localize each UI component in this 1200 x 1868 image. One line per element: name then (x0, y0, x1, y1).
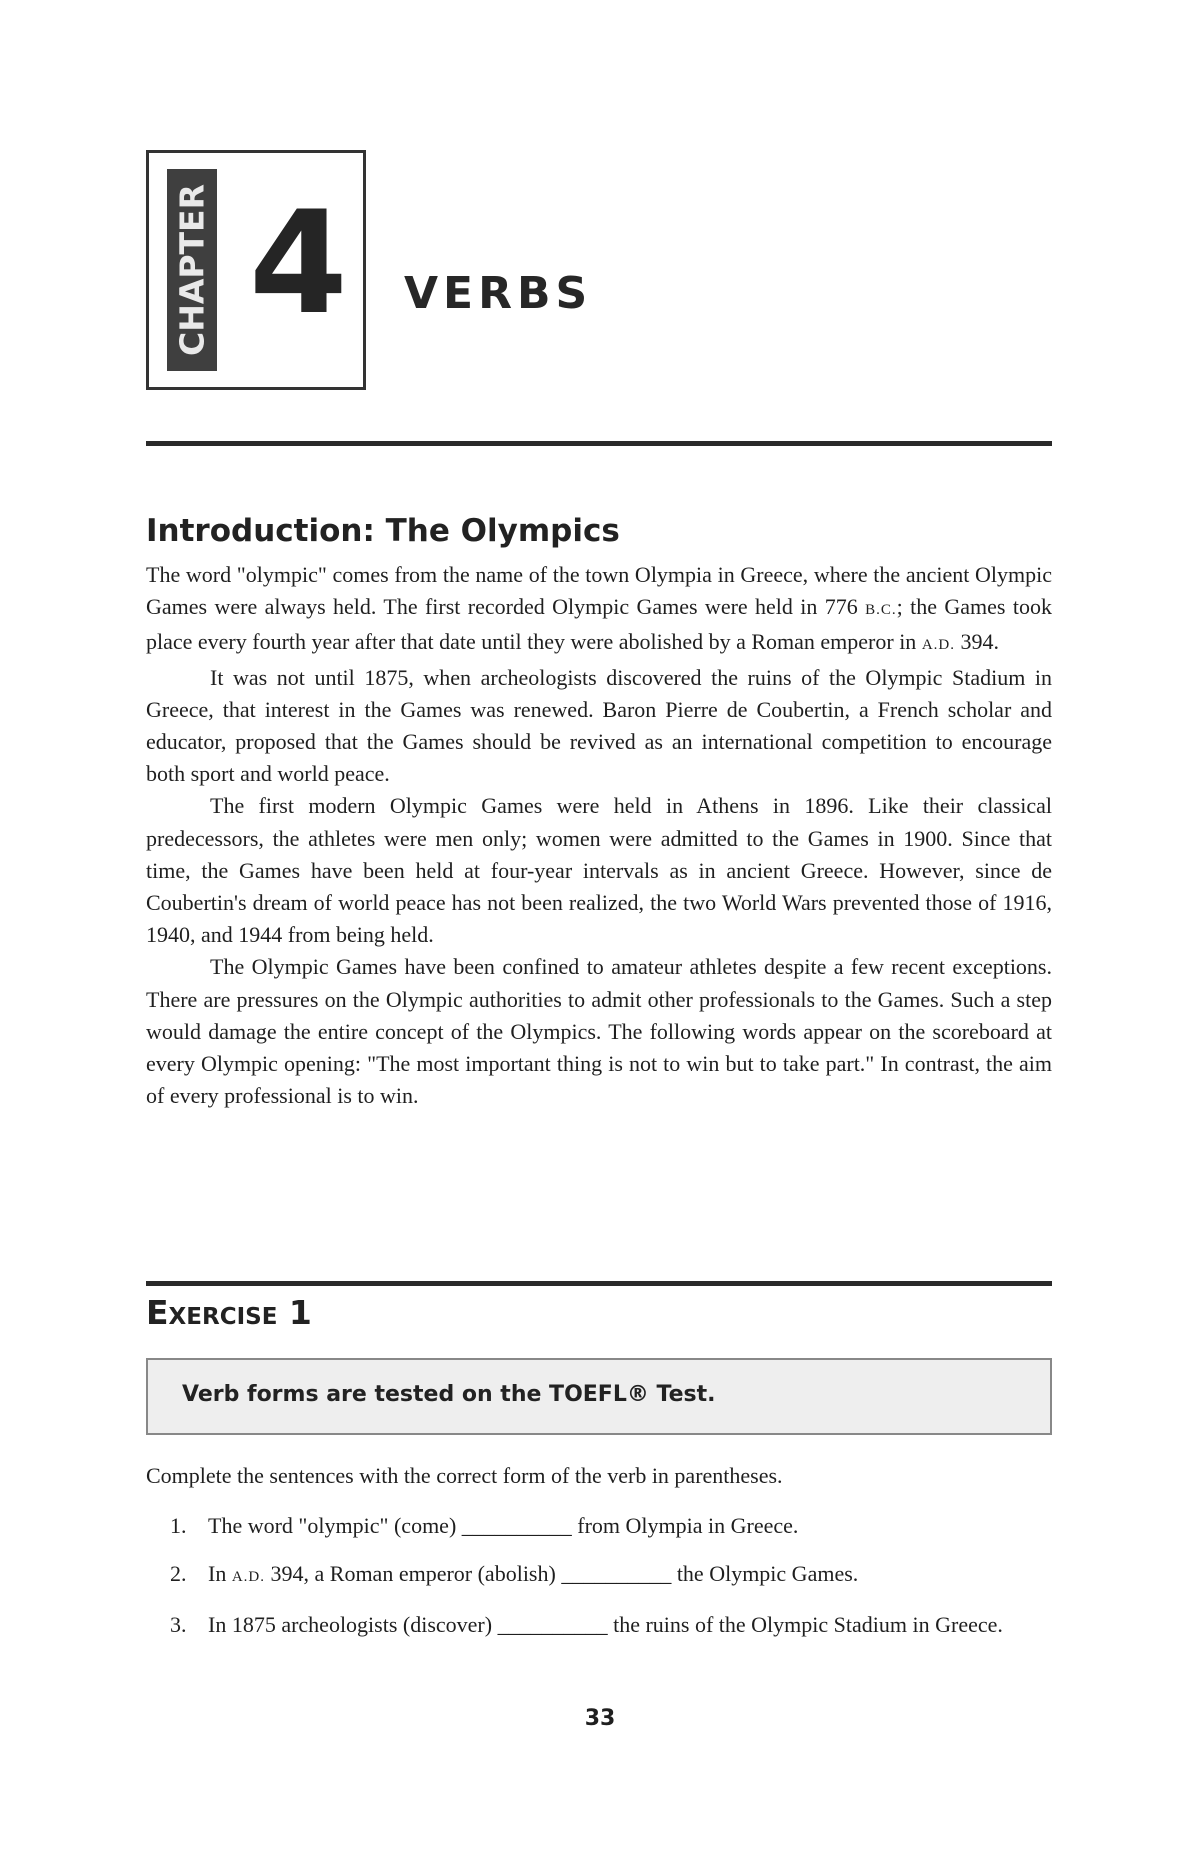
item-text-before: In 1875 archeologists (discover) (208, 1612, 498, 1637)
item-text-before: In (208, 1561, 232, 1586)
intro-paragraph-3: The first modern Olympic Games were held in Athens in 1896. Like their classical predecessors, the athletes were men only; women were admitted to the Games in 1900. Since that time, the Games have been held at four-year intervals as in ancient Greece. However, since de Coubertin's dream of world peace has not been realized, the two World Wars prevented those of 1916, 1940, and 1944 from being held. (146, 793, 1052, 948)
intro-body (146, 559, 1052, 1112)
item-text-before-2: 394, a Roman emperor (abolish) (265, 1561, 562, 1586)
page-number: 33 (584, 1706, 616, 1731)
exercise-item (146, 1609, 1052, 1641)
item-text-after: the Olympic Games. (671, 1561, 859, 1586)
intro-p1-text-3: 394. (954, 629, 999, 655)
era-ad: A.D. (921, 637, 955, 654)
exercise-item (146, 1510, 1052, 1542)
item-number: 2. (170, 1561, 187, 1586)
top-divider (146, 441, 1052, 446)
intro-paragraph-2: It was not until 1875, when archeologists discovered the ruins of the Olympic Stadium in Greece, that interest in the Games was renewed. Baron Pierre de Coubertin, a French scholar and educator, proposed that the Games should be revived as an international competition to encourage both sport and world peace. (146, 664, 1052, 787)
exercise-heading: Exercise 1 (146, 1293, 312, 1332)
intro-p1-text-2: ; the Games took place every fourth year after that date until they were abolished by a Roman emperor in (146, 594, 1052, 655)
answer-blank[interactable]: __________ (497, 1612, 608, 1637)
intro-heading: Introduction: The Olympics (146, 513, 620, 549)
intro-paragraph-1 (146, 559, 1052, 662)
item-text-after: the ruins of the Olympic Stadium in Greece. (607, 1612, 1003, 1637)
era-bc: B.C. (865, 602, 897, 619)
item-number: 1. (170, 1513, 187, 1538)
item-text-before: The word "olympic" (come) (208, 1513, 462, 1538)
chapter-label-band (167, 169, 217, 371)
era-ad: A.D. (231, 1569, 265, 1585)
chapter-number: 4 (249, 181, 348, 346)
callout-text: Verb forms are tested on the TOEFL® Test. (182, 1382, 716, 1407)
toefl-callout-box (146, 1358, 1052, 1435)
answer-blank[interactable]: __________ (561, 1561, 672, 1586)
item-text-after: from Olympia in Greece. (571, 1513, 799, 1538)
item-number: 3. (170, 1612, 187, 1637)
chapter-label: CHAPTER (172, 183, 212, 357)
intro-p1-text-1: The word "olympic" comes from the name of the town Olympia in Greece, where the ancient Olympic Games were always held. The first recorded Olympic Games were held in 776 (146, 562, 1052, 620)
exercise-divider (146, 1281, 1052, 1286)
answer-blank[interactable]: __________ (461, 1513, 572, 1538)
chapter-title: VERBS (404, 268, 593, 319)
exercise-instructions: Complete the sentences with the correct form of the verb in parentheses. (146, 1463, 783, 1488)
exercise-item (146, 1558, 1052, 1593)
chapter-badge (146, 150, 366, 390)
exercise-list (146, 1510, 1052, 1657)
intro-paragraph-4: The Olympic Games have been confined to amateur athletes despite a few recent exceptions. There are pressures on the Olympic authorities to admit other professionals to the Games. Such a step would damage the entire concept of the Olympics. The following words appear on the scoreboard at every Olympic opening: "The most important thing is not to win but to take part." In contrast, the aim of every professional is to win. (146, 954, 1052, 1109)
